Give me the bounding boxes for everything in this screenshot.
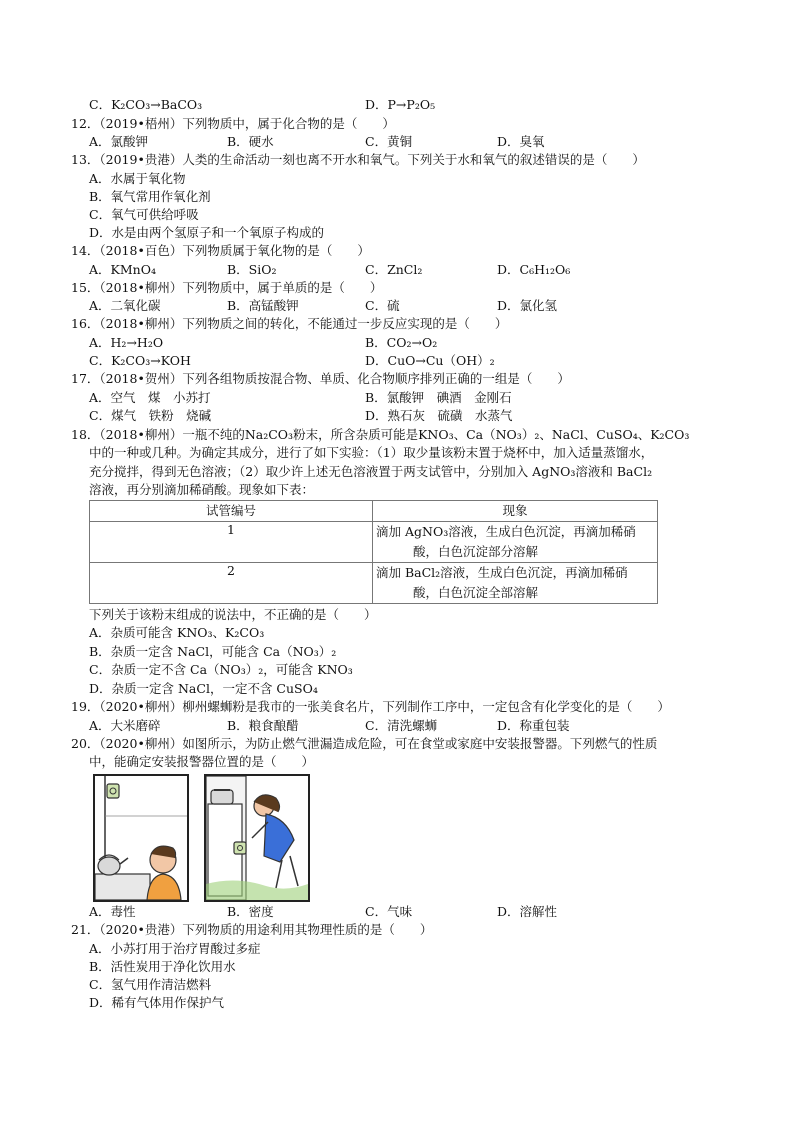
q16-option-b: B．CO₂→O₂: [365, 335, 438, 350]
question-20-stem-line2: 中，能确定安装报警器位置的是（ ）: [89, 754, 315, 769]
table-cell-tube-number: 2: [90, 563, 373, 604]
question-18-stem-line3: 充分搅拌，得到无色溶液；（2）取少许上述无色溶液置于两支试管中，分别加入 AgNO₃溶液和 BaCl₂: [89, 464, 653, 479]
gas-alarm-icon-low: [234, 842, 246, 854]
experiment-table: [89, 500, 658, 604]
q13-option-a: A．水属于氧化物: [89, 171, 186, 186]
kitchen-scene-low-alarm: [206, 776, 308, 900]
q18-option-c: C．杂质一定不含 Ca（NO₃）₂，可能含 KNO₃: [89, 662, 353, 677]
q17-option-a: A．空气 煤 小苏打: [89, 390, 211, 405]
q14-option-c: C．ZnCl₂: [365, 262, 423, 277]
q17-option-d: D．熟石灰 硫磺 水蒸气: [365, 408, 513, 423]
q15-option-d: D．氯化氢: [497, 298, 558, 313]
figure-alarm-low: [204, 774, 310, 902]
q12-option-b: B．硬水: [227, 134, 274, 149]
q14-option-a: A．KMnO₄: [89, 262, 156, 277]
question-18-stem-line1: 18．（2018•柳州）一瓶不纯的Na₂CO₃粉末，所含杂质可能是KNO₃、Ca（NO₃）₂、NaCl、CuSO₄、K₂CO₃: [71, 427, 690, 442]
q19-option-c: C．清洗螺蛳: [365, 718, 438, 733]
q17-option-c: C．煤气 铁粉 烧碱: [89, 408, 212, 423]
girl-figure: [252, 795, 298, 888]
table-header-tube-number: 试管编号: [90, 501, 373, 522]
question-20-stem-line1: 20．（2020•柳州）如图所示，为防止燃气泄漏造成危险，可在食堂或家庭中安装报警器。下列燃气的性质: [71, 736, 658, 751]
question-18-stem-line4: 溶液，再分别滴加稀硝酸。现象如下表：: [89, 482, 315, 497]
table-cell-observation: [373, 522, 658, 563]
question-16-stem: 16．（2018•柳州）下列物质之间的转化，不能通过一步反应实现的是（ ）: [71, 316, 508, 331]
observation-line: 滴加 BaCl₂溶液，生成白色沉淀，再滴加稀硝: [376, 565, 628, 580]
boy-figure: [147, 846, 181, 900]
q21-option-c: C．氢气用作清洁燃料: [89, 977, 212, 992]
question-13-stem: 13．（2019•贵港）人类的生命活动一刻也离不开水和氧气。下列关于水和氧气的叙述错误的是（ ）: [71, 152, 645, 167]
q14-option-d: D．C₆H₁₂O₆: [497, 262, 571, 277]
question-12-stem: 12．（2019•梧州）下列物质中，属于化合物的是（ ）: [71, 116, 395, 131]
q18-option-b: B．杂质一定含 NaCl，可能含 Ca（NO₃）₂: [89, 644, 337, 659]
q17-option-b: B．氯酸钾 碘酒 金刚石: [365, 390, 512, 405]
q15-option-b: B．高锰酸钾: [227, 298, 299, 313]
q13-option-d: D．水是由两个氢原子和一个氧原子构成的: [89, 225, 325, 240]
q18-option-d: D．杂质一定含 NaCl，一定不含 CuSO₄: [89, 681, 318, 696]
q16-option-a: A．H₂→H₂O: [89, 335, 164, 350]
q19-option-a: A．大米磨碎: [89, 718, 161, 733]
question-18-stem-line2: 中的一种或几种。为确定其成分，进行了如下实验：（1）取少量该粉末置于烧杯中，加入适量蒸馏水，: [89, 445, 654, 460]
observation-line: 酸，白色沉淀部分溶解: [413, 544, 539, 559]
observation-line: 酸，白色沉淀全部溶解: [413, 585, 539, 600]
q19-option-d: D．称重包装: [497, 718, 570, 733]
q20-option-c: C．气味: [365, 904, 413, 919]
q21-option-b: B．活性炭用于净化饮用水: [89, 959, 236, 974]
pot-icon: [211, 790, 233, 804]
q12-option-c: C．黄铜: [365, 134, 413, 149]
option-c-prev: C．K₂CO₃→BaCO₃: [89, 97, 203, 112]
table-cell-tube-number: 1: [90, 522, 373, 563]
observation-line: 滴加 AgNO₃溶液，生成白色沉淀，再滴加稀硝: [376, 524, 636, 539]
q15-option-c: C．硫: [365, 298, 400, 313]
table-header-row: [90, 501, 658, 522]
figure-alarm-high: [93, 774, 189, 902]
q13-option-b: B．氧气常用作氧化剂: [89, 189, 211, 204]
gas-alarm-icon-high: [107, 784, 119, 798]
q20-option-d: D．溶解性: [497, 904, 558, 919]
q21-option-a: A．小苏打用于治疗胃酸过多症: [89, 941, 261, 956]
q13-option-c: C．氧气可供给呼吸: [89, 207, 199, 222]
question-14-stem: 14．（2018•百色）下列物质属于氧化物的是（ ）: [71, 243, 370, 258]
q18-option-a: A．杂质可能含 KNO₃、K₂CO₃: [89, 625, 265, 640]
option-d-prev: D．P→P₂O₅: [365, 97, 436, 112]
question-18-question: 下列关于该粉末组成的说法中，不正确的是（ ）: [89, 607, 377, 622]
q16-option-d: D．CuO→Cu（OH）₂: [365, 353, 495, 368]
q19-option-b: B．粮食酿醋: [227, 718, 299, 733]
question-15-stem: 15．（2018•柳州）下列物质中，属于单质的是（ ）: [71, 280, 383, 295]
kettle-icon: [98, 855, 128, 875]
table-header-observation: 现象: [373, 501, 658, 522]
q20-option-a: A．毒性: [89, 904, 136, 919]
q16-option-c: C．K₂CO₃→KOH: [89, 353, 191, 368]
question-17-stem: 17．（2018•贺州）下列各组物质按混合物、单质、化合物顺序排列正确的一组是（ ）: [71, 371, 570, 386]
q12-option-a: A．氯酸钾: [89, 134, 149, 149]
question-19-stem: 19．（2020•柳州）柳州螺蛳粉是我市的一张美食名片，下列制作工序中，一定包含有化学变化的是（ ）: [71, 699, 670, 714]
q20-option-b: B．密度: [227, 904, 274, 919]
q21-option-d: D．稀有气体用作保护气: [89, 995, 225, 1010]
kitchen-scene-high-alarm: [95, 776, 187, 900]
q14-option-b: B．SiO₂: [227, 262, 277, 277]
table-row: [90, 563, 658, 604]
q12-option-d: D．臭氧: [497, 134, 545, 149]
table-row: [90, 522, 658, 563]
table-cell-observation: [373, 563, 658, 604]
q15-option-a: A．二氧化碳: [89, 298, 161, 313]
question-21-stem: 21．（2020•贵港）下列物质的用途利用其物理性质的是（ ）: [71, 922, 433, 937]
